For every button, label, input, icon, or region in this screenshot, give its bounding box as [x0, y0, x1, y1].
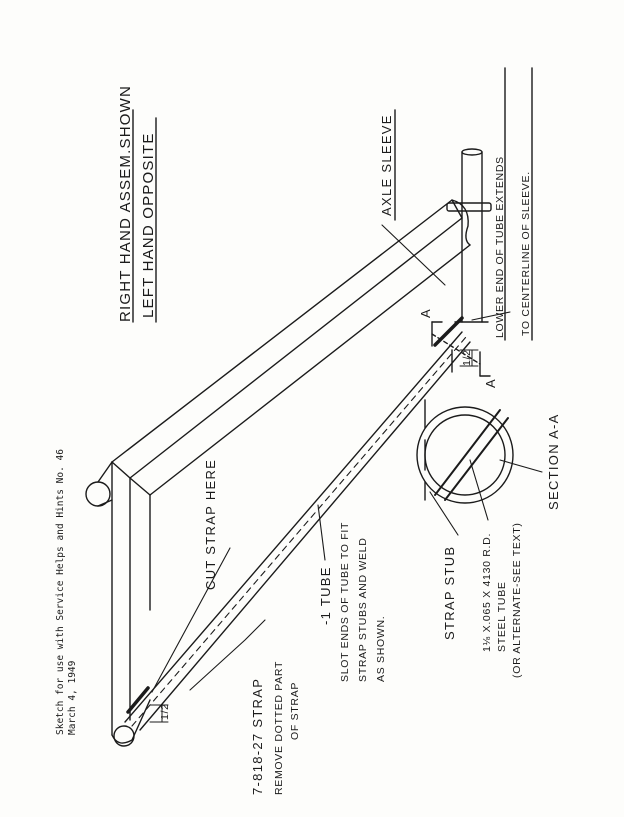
tube-instr-line-1: SLOT ENDS OF TUBE TO FIT: [339, 521, 351, 682]
steel-spec-line-1: 1⅛ X.065 X 4130 R.D.: [481, 532, 493, 652]
axle-sleeve: [447, 149, 491, 322]
dimension-half-lower: 1/2: [159, 703, 171, 720]
header-line-2: March 4, 1949: [67, 660, 78, 735]
dimension-ticks: [150, 350, 478, 722]
tube-instr-line-3: AS SHOWN.: [375, 615, 387, 682]
axle-sleeve-label: AXLE SLEEVE: [379, 114, 394, 216]
section-label: SECTION A-A: [546, 413, 561, 510]
section-marker-bottom: A: [483, 378, 498, 388]
title-underline: [133, 68, 532, 340]
strap-note-line-2: OF STRAP: [289, 681, 301, 740]
title-line-1: RIGHT HAND ASSEM.SHOWN: [117, 85, 134, 322]
section-view: [417, 400, 513, 503]
strap-part-label: 7-818-27 STRAP: [250, 677, 265, 795]
tube-note-line-1: LOWER END OF TUBE EXTENDS: [494, 156, 506, 338]
cut-strap-label: CUT STRAP HERE: [203, 458, 218, 590]
dimension-half-upper: 1/2: [461, 349, 473, 366]
strap-note-line-1: REMOVE DOTTED PART: [273, 660, 285, 795]
tube-part-label: -1 TUBE: [318, 566, 333, 625]
steel-spec-line-3: (OR ALTERNATE-SEE TEXT): [511, 522, 523, 678]
section-marker-top: A: [418, 308, 433, 318]
title-line-2: LEFT HAND OPPOSITE: [140, 132, 157, 318]
header-line-1: Sketch for use with Service Helps and Hints No. 46: [55, 449, 66, 735]
strap-stub-label: STRAP STUB: [442, 545, 457, 640]
steel-spec-line-2: STEEL TUBE: [496, 581, 508, 652]
tube-instr-line-2: STRAP STUBS AND WELD: [357, 537, 369, 682]
tube-note-line-2: TO CENTERLINE OF SLEEVE.: [520, 171, 532, 336]
section-cut-marks: [432, 322, 490, 376]
